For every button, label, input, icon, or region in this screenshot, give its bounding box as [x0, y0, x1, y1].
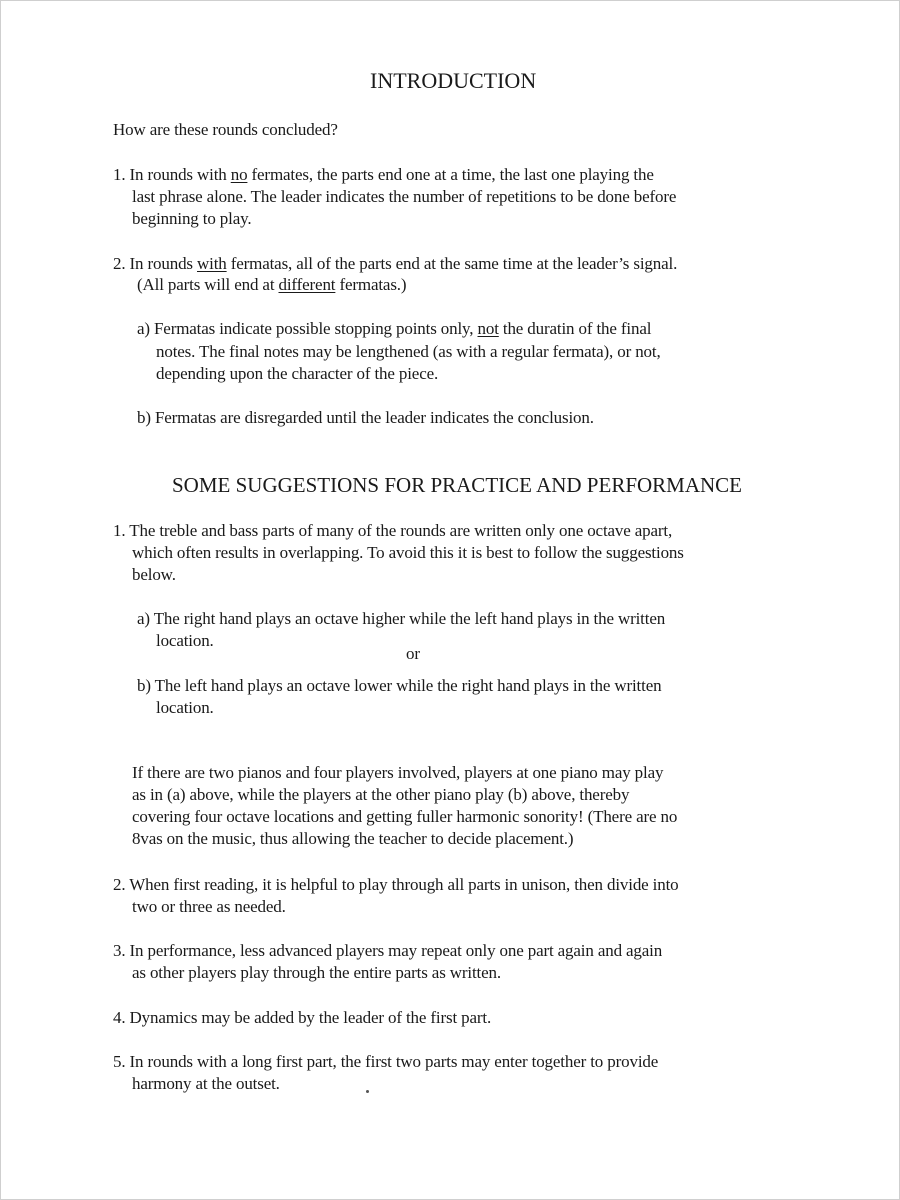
intro-item-2a-line-2: notes. The final notes may be lengthened (as with a regular fermata), or not,: [156, 342, 661, 361]
suggestion-item-1b-line-2: location.: [156, 698, 214, 717]
suggestion-item-2-line-1: 2. When first reading, it is helpful to play through all parts in unison, then divide into: [113, 875, 679, 894]
underlined-word: not: [477, 319, 499, 338]
suggestion-item-2-line-2: two or three as needed.: [132, 897, 286, 916]
suggestion-item-1-line-2: which often results in overlapping. To avoid this it is best to follow the suggestions: [132, 543, 684, 562]
text-run: fermatas, all of the parts end at the same time at the leader’s signal.: [226, 254, 678, 273]
suggestion-item-5-line-1: 5. In rounds with a long first part, the first two parts may enter together to provide: [113, 1052, 659, 1071]
intro-item-2-line-2: [137, 274, 406, 296]
underlined-word: different: [278, 275, 336, 294]
suggestion-item-1-line-1: 1. The treble and bass parts of many of the rounds are written only one octave apart,: [113, 521, 673, 540]
underlined-word: with: [197, 254, 227, 273]
intro-item-1-line-1: [113, 164, 654, 186]
suggestion-item-1a-line-1: a) The right hand plays an octave higher while the left hand plays in the written: [137, 609, 666, 628]
intro-item-1-line-2: last phrase alone. The leader indicates the number of repetitions to be done before: [132, 187, 677, 206]
intro-item-2a-line-1: [137, 318, 651, 340]
text-run: 1. In rounds with: [113, 165, 231, 184]
suggestion-item-4: 4. Dynamics may be added by the leader of the first part.: [113, 1008, 492, 1027]
text-run: (All parts will end at: [137, 275, 279, 294]
intro-item-2-line-1: [113, 253, 677, 275]
suggestion-item-1-line-3: below.: [132, 565, 176, 584]
intro-question: How are these rounds concluded?: [113, 120, 338, 139]
intro-item-2b: b) Fermatas are disregarded until the leader indicates the conclusion.: [137, 408, 594, 427]
text-run: fermatas.): [335, 275, 407, 294]
text-run: the duratin of the final: [498, 319, 652, 338]
introduction-heading: INTRODUCTION: [370, 68, 537, 93]
suggestion-item-3-line-1: 3. In performance, less advanced players may repeat only one part again and again: [113, 941, 663, 960]
suggestions-heading: SOME SUGGESTIONS FOR PRACTICE AND PERFORMANCE: [172, 473, 743, 497]
text-run: 2. In rounds: [113, 254, 197, 273]
text-run: a) Fermatas indicate possible stopping points only,: [137, 319, 478, 338]
intro-item-2a-line-3: depending upon the character of the piece.: [156, 364, 439, 383]
paragraph-line-1: If there are two pianos and four players involved, players at one piano may play: [132, 763, 664, 782]
paragraph-line-3: covering four octave locations and getting fuller harmonic sonority! (There are no: [132, 807, 678, 826]
text-run: fermates, the parts end one at a time, the last one playing the: [247, 165, 654, 184]
suggestion-item-1b-line-1: b) The left hand plays an octave lower while the right hand plays in the written: [137, 676, 662, 695]
underlined-word: no: [230, 165, 248, 184]
paragraph-line-4: 8vas on the music, thus allowing the teacher to decide placement.): [132, 829, 574, 848]
intro-item-1-line-3: beginning to play.: [132, 209, 252, 228]
suggestion-item-3-line-2: as other players play through the entire parts as written.: [132, 963, 501, 982]
or-separator: or: [406, 644, 420, 663]
paragraph-line-2: as in (a) above, while the players at the other piano play (b) above, thereby: [132, 785, 630, 804]
suggestion-item-1a-line-2: location.: [156, 631, 214, 650]
stray-mark: [366, 1090, 369, 1093]
suggestion-item-5-line-2: harmony at the outset.: [132, 1074, 280, 1093]
